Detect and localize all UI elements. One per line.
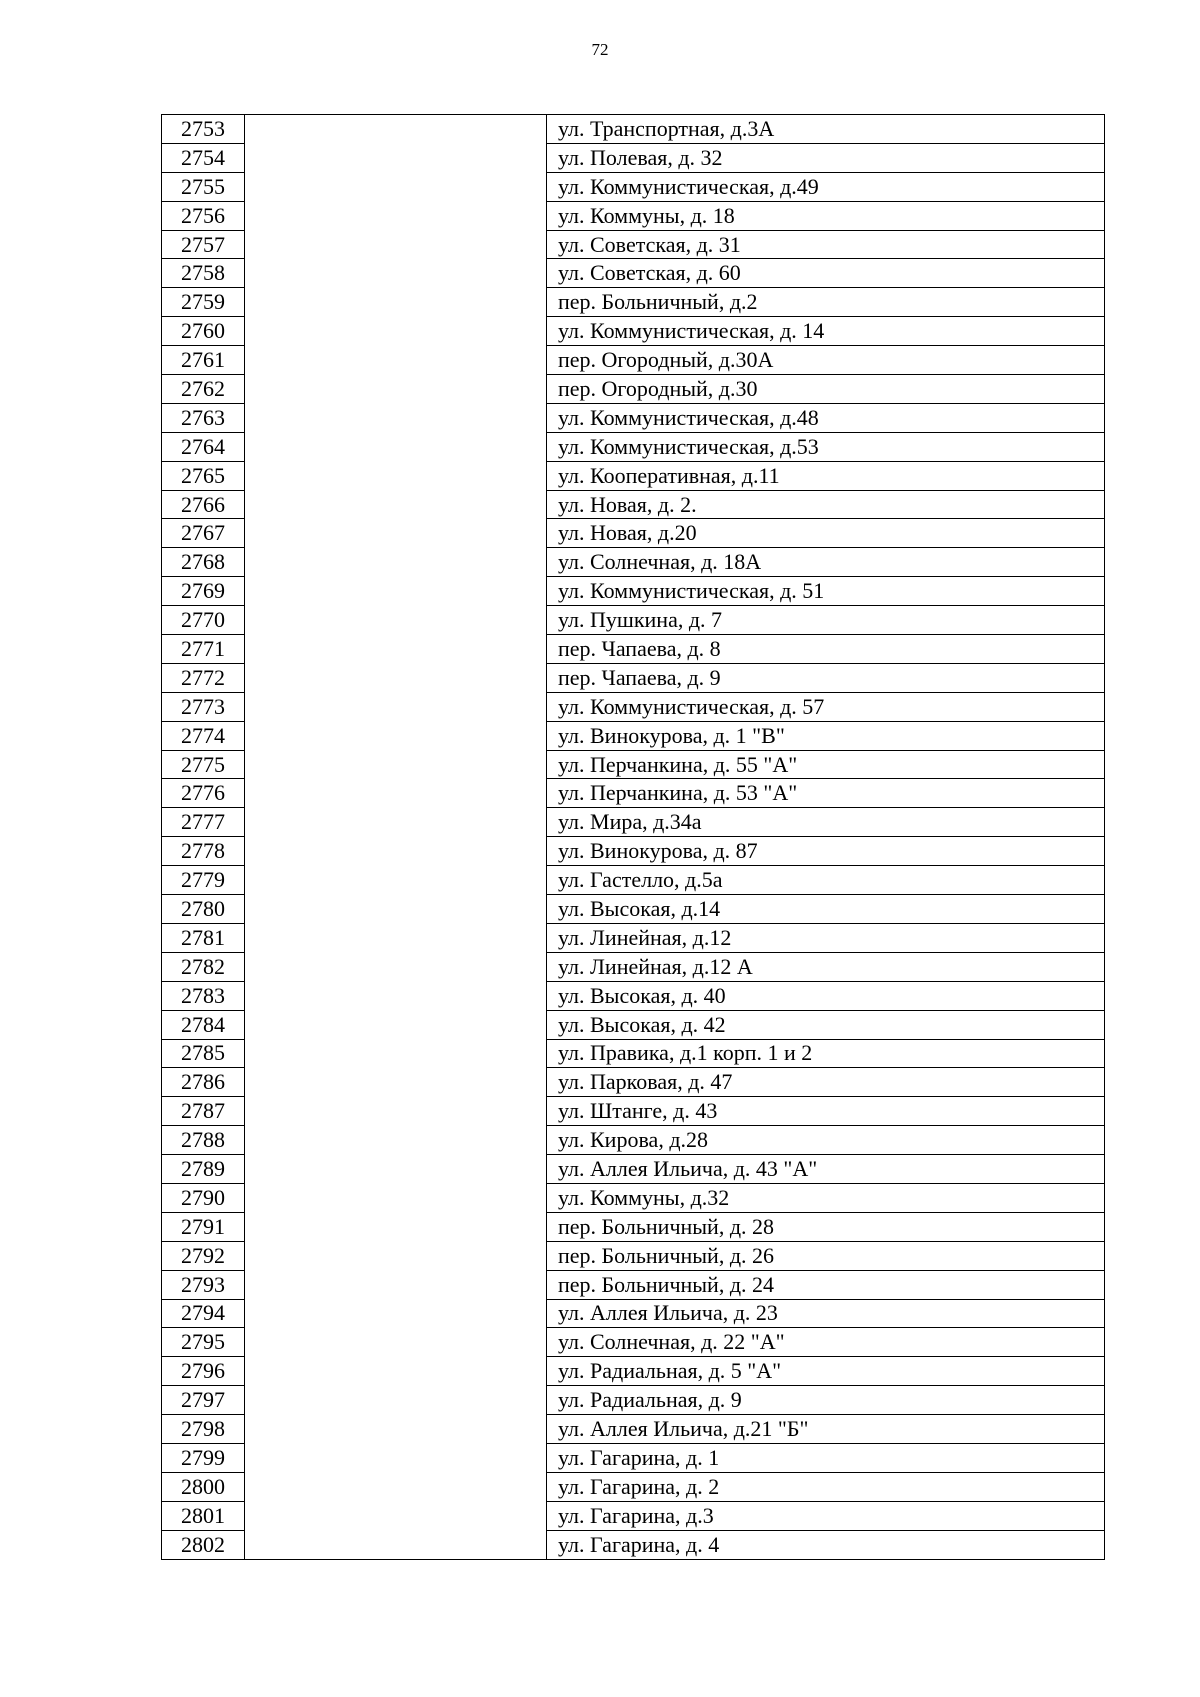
address-cell: ул. Радиальная, д. 5 "А" (547, 1357, 1105, 1386)
row-number-cell: 2767 (162, 519, 245, 548)
row-number-cell: 2786 (162, 1068, 245, 1097)
address-cell: ул. Солнечная, д. 18А (547, 548, 1105, 577)
table-row (162, 548, 1105, 577)
empty-cell (245, 317, 547, 346)
table-row (162, 1183, 1105, 1212)
row-number-cell: 2778 (162, 837, 245, 866)
address-cell: ул. Солнечная, д. 22 "А" (547, 1328, 1105, 1357)
address-cell: пер. Больничный, д. 28 (547, 1212, 1105, 1241)
table-row (162, 1299, 1105, 1328)
empty-cell (245, 1241, 547, 1270)
address-cell: пер. Больничный, д.2 (547, 288, 1105, 317)
address-cell: ул. Винокурова, д. 1 "В" (547, 721, 1105, 750)
address-cell: ул. Перчанкина, д. 53 "А" (547, 779, 1105, 808)
empty-cell (245, 866, 547, 895)
row-number-cell: 2792 (162, 1241, 245, 1270)
empty-cell (245, 1183, 547, 1212)
table-row (162, 1097, 1105, 1126)
row-number-cell: 2756 (162, 201, 245, 230)
empty-cell (245, 1126, 547, 1155)
address-cell: ул. Коммунистическая, д.53 (547, 432, 1105, 461)
table-row (162, 692, 1105, 721)
empty-cell (245, 577, 547, 606)
row-number-cell: 2776 (162, 779, 245, 808)
address-cell: ул. Гастелло, д.5а (547, 866, 1105, 895)
empty-cell (245, 1530, 547, 1559)
empty-cell (245, 1097, 547, 1126)
row-number-cell: 2753 (162, 115, 245, 144)
row-number-cell: 2793 (162, 1270, 245, 1299)
row-number-cell: 2757 (162, 230, 245, 259)
empty-cell (245, 837, 547, 866)
address-cell: ул. Коммунистическая, д.49 (547, 172, 1105, 201)
address-cell: пер. Больничный, д. 26 (547, 1241, 1105, 1270)
empty-cell (245, 779, 547, 808)
row-number-cell: 2777 (162, 808, 245, 837)
address-cell: ул. Аллея Ильича, д. 23 (547, 1299, 1105, 1328)
row-number-cell: 2795 (162, 1328, 245, 1357)
table-row (162, 1472, 1105, 1501)
row-number-cell: 2758 (162, 259, 245, 288)
address-cell: ул. Новая, д. 2. (547, 490, 1105, 519)
row-number-cell: 2779 (162, 866, 245, 895)
row-number-cell: 2768 (162, 548, 245, 577)
empty-cell (245, 721, 547, 750)
table-row (162, 461, 1105, 490)
row-number-cell: 2775 (162, 750, 245, 779)
row-number-cell: 2802 (162, 1530, 245, 1559)
table-row (162, 317, 1105, 346)
row-number-cell: 2754 (162, 143, 245, 172)
address-cell: ул. Транспортная, д.3А (547, 115, 1105, 144)
address-cell: ул. Кооперативная, д.11 (547, 461, 1105, 490)
empty-cell (245, 259, 547, 288)
row-number-cell: 2790 (162, 1183, 245, 1212)
empty-cell (245, 981, 547, 1010)
address-cell: ул. Полевая, д. 32 (547, 143, 1105, 172)
empty-cell (245, 606, 547, 635)
empty-cell (245, 519, 547, 548)
row-number-cell: 2781 (162, 923, 245, 952)
empty-cell (245, 1357, 547, 1386)
empty-cell (245, 1443, 547, 1472)
address-cell: ул. Советская, д. 31 (547, 230, 1105, 259)
address-cell: ул. Гагарина, д. 4 (547, 1530, 1105, 1559)
table-row (162, 1415, 1105, 1444)
table-row (162, 1039, 1105, 1068)
table-row (162, 230, 1105, 259)
row-number-cell: 2788 (162, 1126, 245, 1155)
row-number-cell: 2794 (162, 1299, 245, 1328)
row-number-cell: 2783 (162, 981, 245, 1010)
address-cell: ул. Гагарина, д.3 (547, 1501, 1105, 1530)
row-number-cell: 2782 (162, 952, 245, 981)
row-number-cell: 2800 (162, 1472, 245, 1501)
row-number-cell: 2770 (162, 606, 245, 635)
table-row (162, 1270, 1105, 1299)
empty-cell (245, 288, 547, 317)
empty-cell (245, 808, 547, 837)
empty-cell (245, 1010, 547, 1039)
page-number: 72 (591, 40, 609, 59)
row-number-cell: 2761 (162, 346, 245, 375)
table-row (162, 403, 1105, 432)
address-cell: ул. Перчанкина, д. 55 "А" (547, 750, 1105, 779)
table-row (162, 115, 1105, 144)
row-number-cell: 2780 (162, 895, 245, 924)
address-table (161, 114, 1105, 1560)
table-row (162, 1501, 1105, 1530)
row-number-cell: 2801 (162, 1501, 245, 1530)
table-row (162, 866, 1105, 895)
address-cell: ул. Правика, д.1 корп. 1 и 2 (547, 1039, 1105, 1068)
address-cell: ул. Коммунистическая, д. 57 (547, 692, 1105, 721)
row-number-cell: 2785 (162, 1039, 245, 1068)
row-number-cell: 2772 (162, 663, 245, 692)
empty-cell (245, 895, 547, 924)
address-cell: пер. Больничный, д. 24 (547, 1270, 1105, 1299)
table-row (162, 143, 1105, 172)
empty-cell (245, 635, 547, 664)
table-row (162, 1530, 1105, 1559)
empty-cell (245, 172, 547, 201)
row-number-cell: 2769 (162, 577, 245, 606)
empty-cell (245, 115, 547, 144)
address-cell: ул. Высокая, д. 40 (547, 981, 1105, 1010)
address-cell: ул. Кирова, д.28 (547, 1126, 1105, 1155)
address-cell: пер. Чапаева, д. 9 (547, 663, 1105, 692)
row-number-cell: 2763 (162, 403, 245, 432)
row-number-cell: 2789 (162, 1155, 245, 1184)
address-cell: ул. Линейная, д.12 (547, 923, 1105, 952)
empty-cell (245, 432, 547, 461)
table-row (162, 1328, 1105, 1357)
table-row (162, 1126, 1105, 1155)
table-row (162, 1241, 1105, 1270)
table-row (162, 721, 1105, 750)
table-row (162, 1155, 1105, 1184)
table-row (162, 346, 1105, 375)
table-row (162, 837, 1105, 866)
table-row (162, 1443, 1105, 1472)
address-cell: ул. Коммуны, д.32 (547, 1183, 1105, 1212)
table-row (162, 375, 1105, 404)
address-cell: ул. Радиальная, д. 9 (547, 1386, 1105, 1415)
address-cell: ул. Винокурова, д. 87 (547, 837, 1105, 866)
address-cell: ул. Советская, д. 60 (547, 259, 1105, 288)
empty-cell (245, 663, 547, 692)
empty-cell (245, 548, 547, 577)
row-number-cell: 2784 (162, 1010, 245, 1039)
table-row (162, 1357, 1105, 1386)
address-cell: ул. Парковая, д. 47 (547, 1068, 1105, 1097)
address-cell: ул. Мира, д.34а (547, 808, 1105, 837)
empty-cell (245, 461, 547, 490)
row-number-cell: 2762 (162, 375, 245, 404)
empty-cell (245, 923, 547, 952)
empty-cell (245, 1501, 547, 1530)
address-cell: ул. Гагарина, д. 1 (547, 1443, 1105, 1472)
table-row (162, 288, 1105, 317)
address-cell: ул. Коммунистическая, д. 14 (547, 317, 1105, 346)
empty-cell (245, 952, 547, 981)
address-cell: ул. Высокая, д. 42 (547, 1010, 1105, 1039)
address-cell: ул. Пушкина, д. 7 (547, 606, 1105, 635)
empty-cell (245, 490, 547, 519)
empty-cell (245, 1039, 547, 1068)
address-cell: пер. Огородный, д.30 (547, 375, 1105, 404)
address-cell: ул. Коммунистическая, д. 51 (547, 577, 1105, 606)
row-number-cell: 2759 (162, 288, 245, 317)
row-number-cell: 2773 (162, 692, 245, 721)
table-row (162, 1010, 1105, 1039)
row-number-cell: 2765 (162, 461, 245, 490)
address-cell: ул. Аллея Ильича, д.21 "Б" (547, 1415, 1105, 1444)
address-cell: ул. Коммунистическая, д.48 (547, 403, 1105, 432)
table-row (162, 1212, 1105, 1241)
empty-cell (245, 1212, 547, 1241)
empty-cell (245, 1328, 547, 1357)
table-row (162, 808, 1105, 837)
empty-cell (245, 1415, 547, 1444)
row-number-cell: 2798 (162, 1415, 245, 1444)
table-row (162, 577, 1105, 606)
row-number-cell: 2791 (162, 1212, 245, 1241)
empty-cell (245, 1386, 547, 1415)
table-row (162, 1068, 1105, 1097)
empty-cell (245, 750, 547, 779)
table-row (162, 172, 1105, 201)
row-number-cell: 2764 (162, 432, 245, 461)
empty-cell (245, 403, 547, 432)
address-cell: ул. Новая, д.20 (547, 519, 1105, 548)
address-cell: ул. Коммуны, д. 18 (547, 201, 1105, 230)
table-row (162, 779, 1105, 808)
table-row (162, 750, 1105, 779)
row-number-cell: 2766 (162, 490, 245, 519)
row-number-cell: 2755 (162, 172, 245, 201)
row-number-cell: 2797 (162, 1386, 245, 1415)
table-row (162, 259, 1105, 288)
row-number-cell: 2771 (162, 635, 245, 664)
empty-cell (245, 1270, 547, 1299)
table-row (162, 635, 1105, 664)
empty-cell (245, 346, 547, 375)
table-row (162, 981, 1105, 1010)
empty-cell (245, 230, 547, 259)
address-cell: ул. Штанге, д. 43 (547, 1097, 1105, 1126)
address-cell: ул. Гагарина, д. 2 (547, 1472, 1105, 1501)
table-row (162, 1386, 1105, 1415)
table-row (162, 519, 1105, 548)
empty-cell (245, 143, 547, 172)
row-number-cell: 2799 (162, 1443, 245, 1472)
empty-cell (245, 201, 547, 230)
empty-cell (245, 1472, 547, 1501)
table-row (162, 895, 1105, 924)
row-number-cell: 2774 (162, 721, 245, 750)
row-number-cell: 2796 (162, 1357, 245, 1386)
address-cell: ул. Высокая, д.14 (547, 895, 1105, 924)
table-row (162, 952, 1105, 981)
row-number-cell: 2787 (162, 1097, 245, 1126)
address-cell: ул. Аллея Ильича, д. 43 "А" (547, 1155, 1105, 1184)
table-row (162, 432, 1105, 461)
empty-cell (245, 1068, 547, 1097)
table-row (162, 606, 1105, 635)
table-row (162, 923, 1105, 952)
table-row (162, 663, 1105, 692)
row-number-cell: 2760 (162, 317, 245, 346)
address-cell: ул. Линейная, д.12 А (547, 952, 1105, 981)
table-row (162, 201, 1105, 230)
table-row (162, 490, 1105, 519)
address-cell: пер. Огородный, д.30А (547, 346, 1105, 375)
empty-cell (245, 1299, 547, 1328)
address-cell: пер. Чапаева, д. 8 (547, 635, 1105, 664)
empty-cell (245, 1155, 547, 1184)
empty-cell (245, 375, 547, 404)
table-body (162, 115, 1105, 1560)
empty-cell (245, 692, 547, 721)
